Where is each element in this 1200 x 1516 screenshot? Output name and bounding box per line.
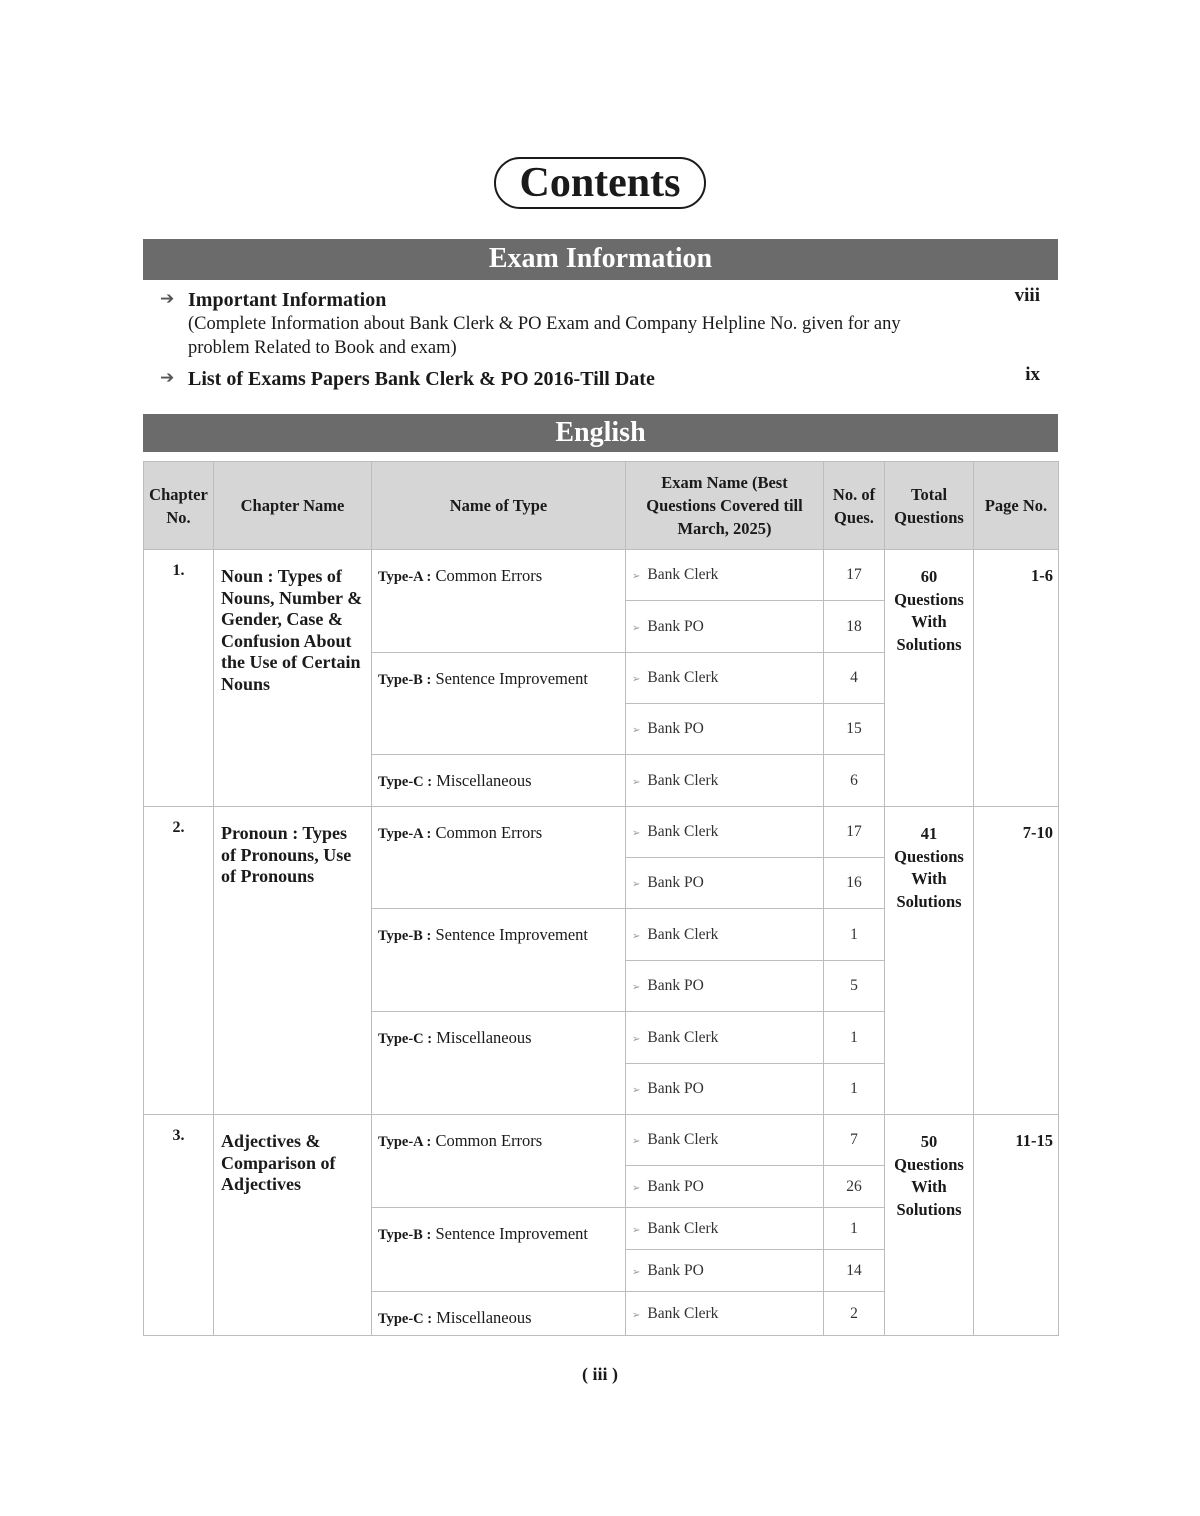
header-page: Page No.: [974, 462, 1059, 550]
chevron-right-icon: ➢: [632, 1224, 641, 1236]
type-code: Type-A :: [378, 1134, 432, 1150]
type-code: Type-C :: [378, 774, 433, 790]
type-cell: [372, 550, 626, 653]
info-item-title: Important Information: [188, 289, 387, 311]
total-label: Questions With Solutions: [894, 589, 964, 654]
question-count: 1: [824, 1012, 885, 1064]
question-count: 1: [824, 1208, 885, 1250]
table-header-row: [144, 462, 1059, 550]
exam-name: Bank Clerk: [647, 1028, 719, 1046]
chapter-name: Noun : Types of Nouns, Number & Gender, Case & Confusion About the Use of Certain Nouns: [214, 550, 372, 807]
exam-name-cell: [626, 961, 824, 1012]
exam-name: Bank PO: [647, 1080, 704, 1097]
chevron-right-icon: ➢: [632, 1182, 641, 1194]
type-code: Type-A :: [378, 826, 432, 842]
exam-name-cell: [626, 1208, 824, 1250]
question-count: 2: [824, 1292, 885, 1336]
type-code: Type-C :: [378, 1311, 433, 1327]
header-chapter-name: Chapter Name: [214, 462, 372, 550]
chapter-number: 1.: [144, 550, 214, 807]
exam-name-cell: [626, 755, 824, 807]
type-cell: [372, 755, 626, 807]
exam-name-cell: [626, 1012, 824, 1064]
question-count: 16: [824, 858, 885, 909]
type-name: Sentence Improvement: [435, 1224, 589, 1243]
chapter-number: 3.: [144, 1115, 214, 1336]
chapter-name: Pronoun : Types of Pronouns, Use of Pronouns: [214, 807, 372, 1115]
chevron-right-icon: ➢: [632, 1309, 641, 1321]
total-questions: [885, 807, 974, 1115]
question-count: 14: [824, 1250, 885, 1292]
type-name: Miscellaneous: [436, 771, 532, 790]
exam-name: Bank PO: [647, 874, 704, 891]
exam-name-cell: [626, 909, 824, 961]
question-count: 6: [824, 755, 885, 807]
type-code: Type-A :: [378, 569, 432, 585]
type-name: Sentence Improvement: [435, 925, 589, 944]
exam-name: Bank PO: [647, 617, 704, 635]
type-cell: [372, 909, 626, 1012]
exam-name-cell: [626, 1115, 824, 1166]
chevron-right-icon: ➢: [632, 571, 641, 582]
info-item-exam-list: [160, 364, 1040, 391]
type-code: Type-B :: [378, 1227, 432, 1243]
header-total: Total Questions: [885, 462, 974, 550]
total-questions: [885, 550, 974, 807]
exam-name: Bank PO: [647, 1261, 704, 1279]
chevron-right-icon: ➢: [632, 1266, 641, 1278]
exam-name-cell: [626, 1064, 824, 1115]
type-name: Miscellaneous: [436, 1028, 532, 1047]
chevron-right-icon: ➢: [632, 776, 641, 788]
exam-name-cell: [626, 550, 824, 601]
exam-name: Bank Clerk: [647, 823, 719, 840]
exam-name: Bank Clerk: [647, 771, 719, 789]
table-row: [144, 550, 1059, 601]
exam-name: Bank Clerk: [647, 1304, 719, 1322]
exam-name: Bank PO: [647, 720, 704, 737]
chapter-name: Adjectives & Comparison of Adjectives: [214, 1115, 372, 1336]
exam-name-cell: [626, 704, 824, 755]
type-cell: [372, 1115, 626, 1208]
type-cell: [372, 1012, 626, 1115]
arrow-right-icon: ➔: [160, 368, 175, 388]
exam-name-cell: [626, 653, 824, 704]
type-code: Type-B :: [378, 928, 432, 944]
header-ques: No. of Ques.: [824, 462, 885, 550]
table-row: [144, 1115, 1059, 1166]
total-questions: [885, 1115, 974, 1336]
info-item-page: viii: [1014, 285, 1040, 306]
info-item-title: List of Exams Papers Bank Clerk & PO 2016-Till Date: [188, 368, 655, 390]
exam-name: Bank Clerk: [647, 566, 719, 583]
type-cell: [372, 807, 626, 909]
header-type: Name of Type: [372, 462, 626, 550]
chevron-right-icon: ➢: [632, 1136, 641, 1147]
exam-name: Bank Clerk: [647, 669, 719, 686]
info-item-important: [160, 285, 1040, 360]
question-count: 15: [824, 704, 885, 755]
question-count: 18: [824, 601, 885, 653]
question-count: 7: [824, 1115, 885, 1166]
chevron-right-icon: ➢: [632, 622, 641, 634]
exam-name: Bank Clerk: [647, 1219, 719, 1237]
page-number-cell: 7-10: [974, 807, 1059, 1115]
exam-name-cell: [626, 601, 824, 653]
type-name: Common Errors: [435, 1131, 543, 1150]
exam-name-cell: [626, 1292, 824, 1336]
exam-name: Bank Clerk: [647, 1131, 719, 1148]
type-cell: [372, 653, 626, 755]
exam-name: Bank PO: [647, 977, 704, 994]
chevron-right-icon: ➢: [632, 674, 641, 685]
chevron-right-icon: ➢: [632, 1033, 641, 1045]
exam-information-heading: Exam Information: [143, 239, 1058, 280]
exam-name-cell: [626, 1250, 824, 1292]
chevron-right-icon: ➢: [632, 1085, 641, 1096]
exam-name: Bank PO: [647, 1177, 704, 1195]
type-cell: [372, 1292, 626, 1336]
info-item-desc: (Complete Information about Bank Clerk & PO Exam and Company Helpline No. given for any problem Related to Book and exam): [188, 314, 901, 358]
page-number-cell: 11-15: [974, 1115, 1059, 1336]
question-count: 5: [824, 961, 885, 1012]
header-chapter-no: Chapter No.: [144, 462, 214, 550]
chevron-right-icon: ➢: [632, 828, 641, 839]
question-count: 1: [824, 1064, 885, 1115]
question-count: 4: [824, 653, 885, 704]
english-heading: English: [143, 414, 1058, 452]
info-item-page: ix: [1025, 364, 1040, 385]
question-count: 17: [824, 550, 885, 601]
page-number: ( iii ): [582, 1364, 618, 1384]
chevron-right-icon: ➢: [632, 879, 641, 890]
chevron-right-icon: ➢: [632, 982, 641, 993]
total-label: Questions With Solutions: [894, 1154, 964, 1219]
arrow-right-icon: ➔: [160, 289, 175, 309]
page-number-cell: 1-6: [974, 550, 1059, 807]
total-number: 60: [920, 567, 938, 586]
total-label: Questions With Solutions: [894, 846, 964, 911]
chevron-right-icon: ➢: [632, 930, 641, 942]
type-name: Sentence Improvement: [435, 669, 589, 688]
type-name: Miscellaneous: [436, 1308, 532, 1327]
total-number: 41: [920, 824, 938, 843]
page-title: Contents: [494, 157, 706, 209]
type-code: Type-C :: [378, 1031, 433, 1047]
exam-name-cell: [626, 807, 824, 858]
question-count: 26: [824, 1166, 885, 1208]
chapter-number: 2.: [144, 807, 214, 1115]
type-name: Common Errors: [435, 566, 543, 585]
chevron-right-icon: ➢: [632, 725, 641, 736]
exam-name: Bank Clerk: [647, 925, 719, 943]
question-count: 1: [824, 909, 885, 961]
exam-name-cell: [626, 1166, 824, 1208]
exam-name-cell: [626, 858, 824, 909]
type-code: Type-B :: [378, 672, 432, 688]
english-contents-table: [143, 461, 1059, 1336]
question-count: 17: [824, 807, 885, 858]
type-cell: [372, 1208, 626, 1292]
total-number: 50: [920, 1132, 938, 1151]
table-row: [144, 807, 1059, 858]
header-exam: Exam Name (Best Questions Covered till March, 2025): [626, 462, 824, 550]
type-name: Common Errors: [435, 823, 543, 842]
